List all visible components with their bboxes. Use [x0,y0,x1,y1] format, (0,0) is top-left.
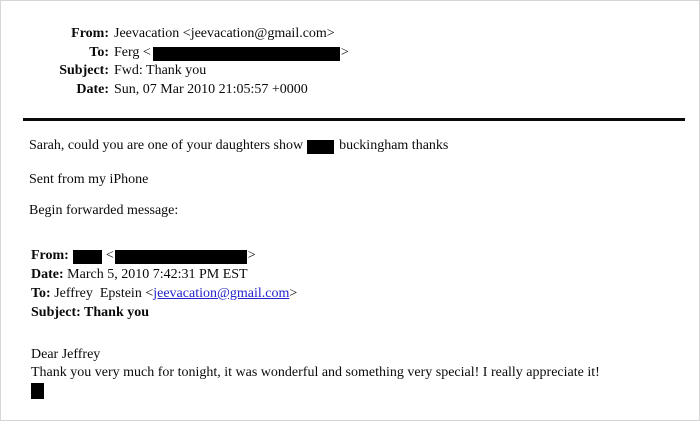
header-row-subject [17,62,699,81]
forwarded-date-value: March 5, 2010 7:42:31 PM EST [67,267,248,282]
subject-value: Fwd: Thank you [114,63,207,78]
inline-redaction-box [307,140,334,154]
from-value: Jeevacation <jeevacation@gmail.com> [114,26,335,41]
to-value-suffix: > [340,44,349,60]
subject-label: Subject: [59,63,109,78]
forwarded-from-email-redaction [115,250,247,264]
to-label: To: [89,44,109,60]
forwarded-from-close-bracket: > [247,248,256,263]
header-row-from [17,25,699,44]
body-line-after-redaction: buckingham thanks [339,138,449,153]
forward-notice: Begin forwarded message: [29,203,179,218]
message-body-line: Thank you very much for tonight, it was wonderful and something very special! I really appreciate it! [31,365,600,380]
forwarded-row-from [31,246,699,265]
body-line-before-redaction: Sarah, could you are one of your daughters show [29,138,304,153]
forwarded-subject-value: Thank you [84,305,150,320]
body-line-sarah [29,138,699,154]
header-divider [23,118,685,121]
forwarded-to-close-bracket: > [289,286,298,301]
forwarded-row-to [31,284,699,303]
message-greeting: Dear Jeffrey [31,347,101,362]
forwarded-to-email-link[interactable]: jeevacation@gmail.com [153,286,290,301]
forwarded-to-open-bracket: < [145,286,154,301]
signature-redaction-block [31,383,44,399]
forwarded-to-name: Jeffrey Epstein [54,286,146,301]
header-row-date [17,81,699,100]
forwarded-date-label: Date: [31,267,64,282]
to-value [109,44,349,63]
header-row-to [17,44,699,63]
forwarded-message-body [31,346,699,399]
forwarded-from-label: From: [31,248,69,263]
to-value-prefix: Ferg < [114,44,151,60]
to-redaction-bar [153,47,340,61]
forwarded-row-subject [31,303,699,322]
forwarded-subject-label: Subject: [31,305,81,320]
forwarded-from-name-redaction [73,250,102,264]
forwarded-from-open-bracket: < [105,248,114,263]
forwarded-row-date [31,265,699,284]
iphone-signature: Sent from my iPhone [29,172,149,187]
date-label: Date: [76,81,109,97]
forwarded-header [31,246,699,322]
date-value: Sun, 07 Mar 2010 21:05:57 +0000 [114,81,308,97]
email-header [17,25,699,99]
from-label: From: [71,26,109,41]
forwarded-to-label: To: [31,286,51,301]
